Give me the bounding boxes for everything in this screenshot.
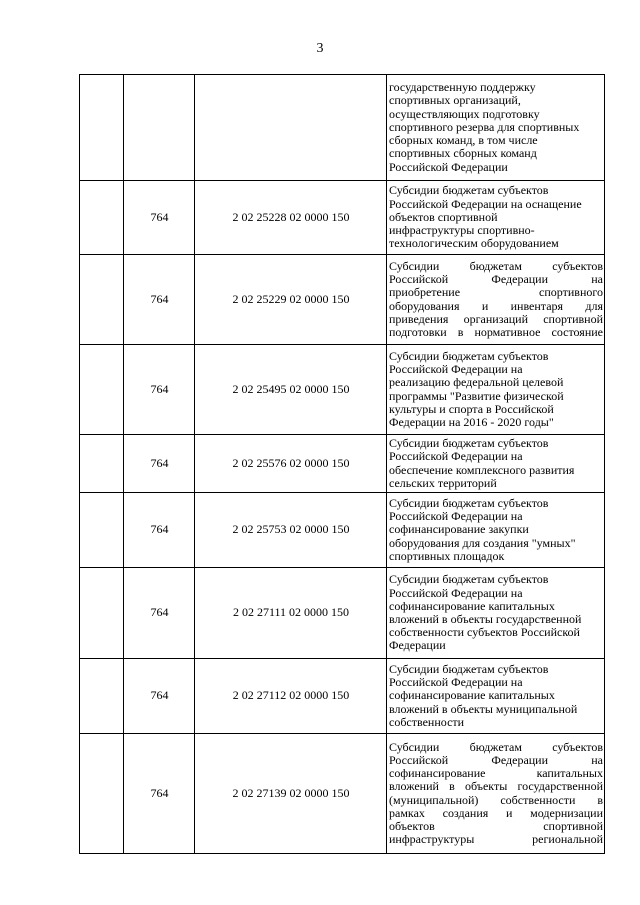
description-text: Субсидии бюджетам субъектов Российской Федерации на софинансирование капитальных вложений в объекты муниципальной собственности xyxy=(389,661,578,729)
description-cell xyxy=(387,493,605,568)
description-text: государственную поддержку спортивных организаций, осуществляющих подготовку спортивного резерва для спортивных сборных команд, в том числе спортивных сборных команд Российской Федерации xyxy=(389,80,580,174)
description-text: Субсидии бюджетам субъектов Российской Федерации на софинансирование закупки оборудования для создания "умных" спортивных площадок xyxy=(389,495,576,563)
admin-code-cell: 764 xyxy=(124,493,195,568)
budget-code-cell: 2 02 25576 02 0000 150 xyxy=(195,435,387,493)
budget-code-cell: 2 02 27111 02 0000 150 xyxy=(195,568,387,659)
description-text: Субсидии бюджетам субъектов Российской Федерации на софинансирование капитальных вложений в объекты государственной собственности субъектов Российской Федерации xyxy=(389,572,582,653)
empty-cell xyxy=(80,181,124,255)
empty-cell xyxy=(80,493,124,568)
empty-cell xyxy=(80,435,124,493)
admin-code-cell: 764 xyxy=(124,255,195,345)
description-cell xyxy=(387,181,605,255)
table-row xyxy=(80,734,605,854)
admin-code-cell: 764 xyxy=(124,181,195,255)
admin-code-cell: 764 xyxy=(124,734,195,854)
table-row xyxy=(80,568,605,659)
description-text: Субсидии бюджетам субъектов Российской Федерации на обеспечение комплексного развития сельских территорий xyxy=(389,436,575,490)
budget-code-cell: 2 02 25228 02 0000 150 xyxy=(195,181,387,255)
page-number: 3 xyxy=(316,41,324,56)
description-cell xyxy=(387,659,605,734)
description-text: Субсидии бюджетам субъектов Российской Федерации на софинансирование капитальных вложений в объекты государственной (муниципальной) собственности в рамках создания и модернизации объектов спортивной инфраструктуры региональной xyxy=(389,739,603,847)
budget-code-cell: 2 02 25229 02 0000 150 xyxy=(195,255,387,345)
budget-code-cell: 2 02 27112 02 0000 150 xyxy=(195,659,387,734)
empty-cell xyxy=(80,255,124,345)
empty-cell xyxy=(80,75,124,181)
budget-code-cell: 2 02 25753 02 0000 150 xyxy=(195,493,387,568)
budget-classification-table xyxy=(79,74,605,854)
admin-code-cell xyxy=(124,75,195,181)
description-text: Субсидии бюджетам субъектов Российской Федерации на приобретение спортивного оборудования и инвентаря для приведения организаций спортивной подготовки в нормативное состояние xyxy=(389,258,603,339)
description-cell xyxy=(387,734,605,854)
admin-code-cell: 764 xyxy=(124,659,195,734)
description-text: Субсидии бюджетам субъектов Российской Федерации на оснащение объектов спортивной инфраструктуры спортивно- технологическим оборудованием xyxy=(389,183,582,251)
table-row xyxy=(80,255,605,345)
description-cell xyxy=(387,435,605,493)
admin-code-cell: 764 xyxy=(124,435,195,493)
budget-code-cell: 2 02 25495 02 0000 150 xyxy=(195,345,387,435)
table-row xyxy=(80,75,605,181)
table-row xyxy=(80,181,605,255)
table-row xyxy=(80,493,605,568)
description-cell xyxy=(387,345,605,435)
budget-code-cell xyxy=(195,75,387,181)
empty-cell xyxy=(80,659,124,734)
table-row xyxy=(80,659,605,734)
empty-cell xyxy=(80,568,124,659)
description-text: Субсидии бюджетам субъектов Российской Федерации на реализацию федеральной целевой программы "Развитие физической культуры и спорта в Российской Федерации на 2016 - 2020 годы" xyxy=(389,348,564,429)
admin-code-cell: 764 xyxy=(124,345,195,435)
description-cell xyxy=(387,75,605,181)
admin-code-cell: 764 xyxy=(124,568,195,659)
table-row xyxy=(80,345,605,435)
description-cell xyxy=(387,568,605,659)
empty-cell xyxy=(80,734,124,854)
empty-cell xyxy=(80,345,124,435)
budget-code-cell: 2 02 27139 02 0000 150 xyxy=(195,734,387,854)
table-row xyxy=(80,435,605,493)
description-cell xyxy=(387,255,605,345)
